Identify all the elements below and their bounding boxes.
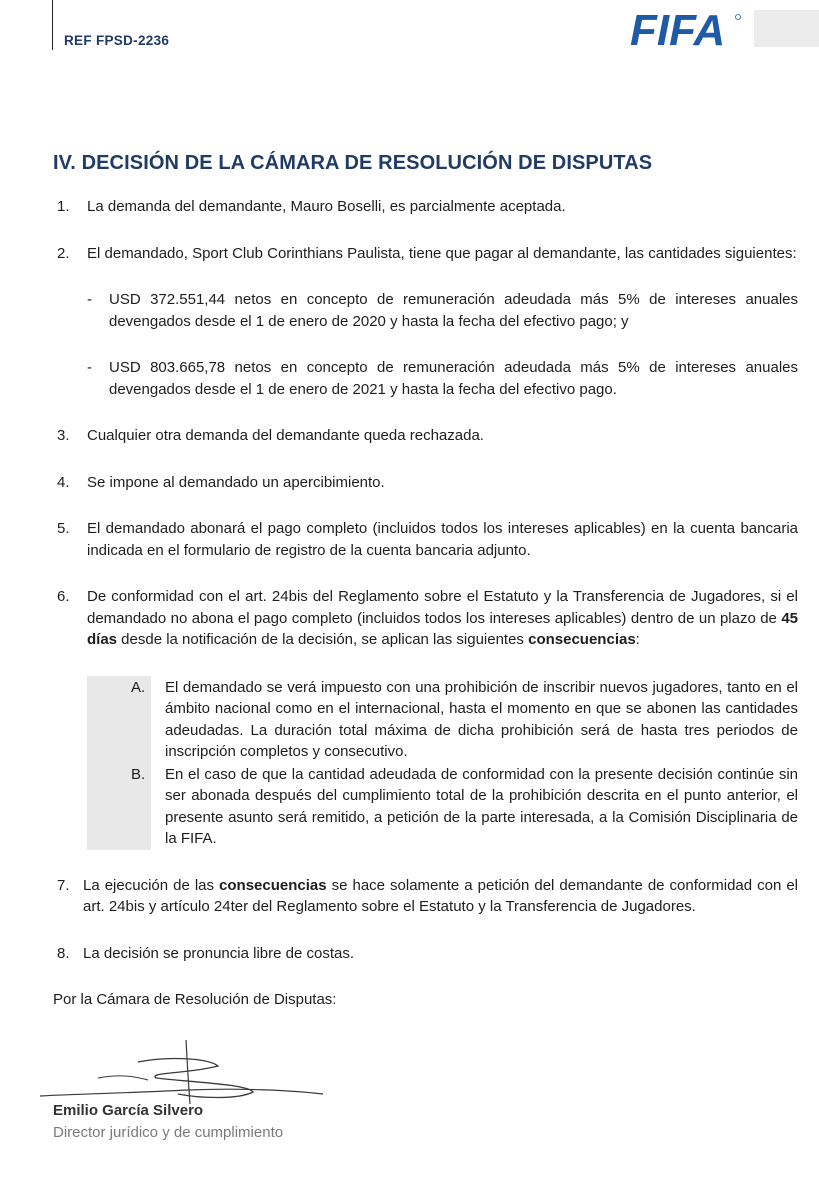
bullet-dash: - [87, 359, 92, 376]
item-number: 3. [57, 427, 70, 444]
decision-item-8 [53, 943, 798, 965]
item-number: 7. [57, 876, 70, 894]
consequence-text: En el caso de que la cantidad adeudada de conformidad con la presente decisión continúe sin ser abonada después del cumplimiento total de la prohibición descrita en el punto anterior, el presente asunto será remitido, a petición de la parte interesada, a la Comisión Disciplinaria de la FIFA. [165, 765, 798, 847]
item-text-part: se hace solamente a petición del demandante de conformidad con el art. 24bis y artículo 24ter del Reglamento sobre el Estatuto y la Transferencia de Jugadores. [83, 876, 799, 915]
payment-list [87, 289, 798, 400]
item-text: La demanda del demandante, Mauro Boselli, es parcialmente aceptada. [87, 198, 566, 215]
consequences-list [87, 676, 798, 850]
consequence-text: El demandado se verá impuesto con una prohibición de inscribir nuevos jugadores, tanto en el ámbito nacional como en el internacional, hasta el momento en que se abonen las cantidades adeudadas. La duración total máxima de dicha prohibición será de hasta tres periodos de inscripción completos y consecutivo. [165, 678, 798, 760]
decision-item-2 [53, 243, 798, 401]
reference-number: REF FPSD-2236 [64, 33, 170, 48]
decision-item-3 [53, 425, 798, 447]
payment-item [87, 289, 798, 332]
section-heading: IV. DECISIÓN DE LA CÁMARA DE RESOLUCIÓN DE DISPUTAS [53, 152, 653, 174]
decision-item-7 [53, 875, 798, 918]
closing-line: Por la Cámara de Resolución de Disputas: [53, 991, 337, 1008]
item-number: 4. [57, 473, 70, 491]
consequence-item [87, 763, 798, 850]
handwritten-signature [38, 1038, 328, 1110]
decision-item-4 [53, 472, 798, 494]
decision-body [53, 196, 798, 1011]
consequence-letter: B. [131, 765, 146, 783]
fifa-logo [630, 8, 742, 50]
signatory-name: Emilio García Silvero [53, 1102, 204, 1119]
bullet-dash: - [87, 291, 92, 308]
item-number: 5. [57, 520, 70, 537]
signatory-role: Director jurídico y de cumplimiento [53, 1124, 284, 1141]
item-text: Se impone al demandado un apercibimiento. [87, 473, 385, 491]
consequences-term: consecuencias [219, 876, 327, 894]
item-text: El demandado abonará el pago completo (incluidos todos los intereses aplicables) en la cuenta bancaria indicada en el formulario de registro de la cuenta bancaria adjunto. [87, 520, 798, 559]
item-number: 1. [57, 198, 70, 215]
item-text-part: La ejecución de las [83, 876, 220, 894]
consequence-letter: A. [131, 678, 146, 696]
item-text: La decisión se pronuncia libre de costas. [83, 944, 354, 962]
decision-item-6 [53, 586, 798, 850]
payment-text: USD 803.665,78 netos en concepto de remuneración adeudada más 5% de intereses anuales devengados desde el 1 de enero de 2021 y hasta la fecha del efectivo pago. [109, 359, 798, 398]
consequence-item [87, 676, 798, 763]
fifa-logo-text: FIFA [630, 8, 726, 50]
item-number: 6. [57, 588, 70, 605]
item-text: El demandado, Sport Club Corinthians Paulista, tiene que pagar al demandante, las cantidades siguientes: [87, 244, 797, 262]
item-text-part: De conformidad con el art. 24bis del Reglamento sobre el Estatuto y la Transferencia de Jugadores, si el demandado no abona el pago completo (incluidos todos los intereses aplicables) dentro de un plazo de [87, 588, 798, 627]
header-rule [52, 0, 53, 50]
item-text-part: desde la notificación de la decisión, se aplican las siguientes [117, 631, 529, 648]
payment-item [87, 357, 798, 400]
consequences-term: consecuencias [528, 631, 636, 648]
item-text: Cualquier otra demanda del demandante queda rechazada. [87, 427, 484, 444]
header-grey-block [754, 10, 819, 47]
payment-text: USD 372.551,44 netos en concepto de remuneración adeudada más 5% de intereses anuales devengados desde el 1 de enero de 2020 y hasta la fecha del efectivo pago; y [109, 291, 798, 330]
item-number: 8. [57, 944, 70, 962]
deadline-days: 45 días [87, 609, 798, 648]
item-text-part: : [635, 631, 640, 648]
item-number: 2. [57, 244, 70, 262]
decision-item-1 [53, 196, 798, 218]
decision-item-5 [53, 518, 798, 561]
